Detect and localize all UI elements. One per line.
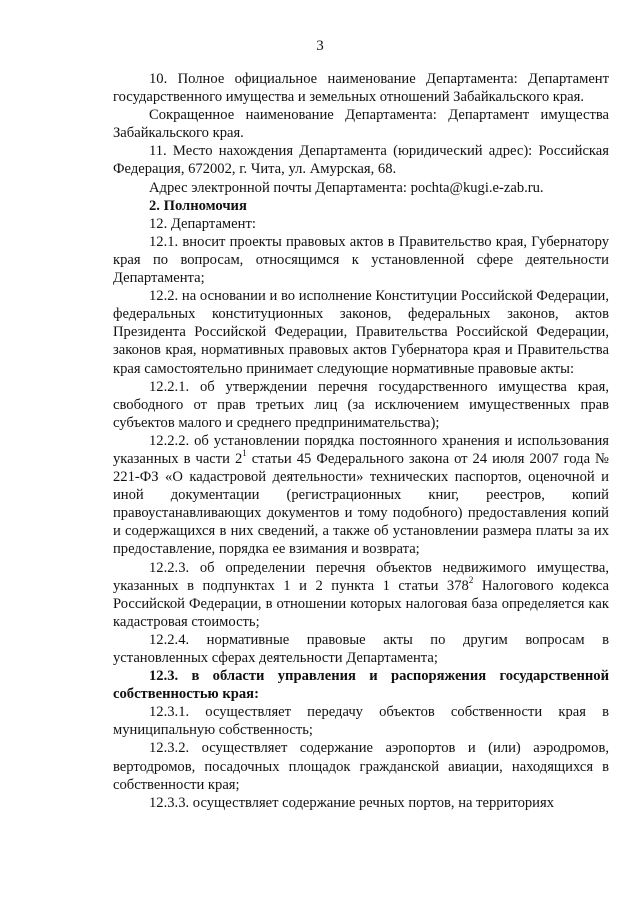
paragraph-12-2-3-part-a: 12.2.3. об определении перечня объектов недвижимого имущества, указанных в подпунктах 1 и 2 пункта 1 статьи 378 <box>113 559 609 594</box>
paragraph-12-2-2-part-b: статьи 45 Федерального закона от 24 июля 2007 года № 221-ФЗ «О кадастровой деятельности» технических паспортов, оценочной и иной документации (регистрационных книг, реестров, копий правоустанавливающих документов и тому подобного) предоставления копий и содержащихся в них сведений, а также об установлении размера платы за их предоставление, порядка ее взимания и возврата; <box>113 450 609 558</box>
paragraph-12-1: 12.1. вносит проекты правовых актов в Правительство края, Губернатору края по вопросам, относящимся к установленной сфере деятельности Департамента; <box>113 233 609 287</box>
page-number: 3 <box>316 38 324 54</box>
paragraph-12-3: 12.3. в области управления и распоряжения государственной собственностью края: <box>113 668 609 703</box>
paragraph-12-2-3-part-b: Налогового кодекса Российской Федерации, в отношении которых налоговая база определяется как кадастровая стоимость; <box>113 577 609 630</box>
paragraph-12-2-3 <box>113 559 609 631</box>
paragraph-12-3-3: 12.3.3. осуществляет содержание речных портов, на территориях <box>149 794 554 811</box>
superscript: 2 <box>468 574 474 585</box>
paragraph-short-name: Сокращенное наименование Департамента: Департамент имущества Забайкальского края. <box>113 107 609 142</box>
superscript: 1 <box>242 448 247 459</box>
paragraph-11: 11. Место нахождения Департамента (юридический адрес): Российская Федерация, 672002, г. Чита, ул. Амурская, 68. <box>113 143 609 178</box>
paragraph-12-2-2-part-a: 12.2.2. об установлении порядка постоянного хранения и использования указанных в части 2 <box>113 432 609 467</box>
paragraph-10: 10. Полное официальное наименование Департамента: Департамент государственного имущества и земельных отношений Забайкальского края. <box>113 71 609 106</box>
paragraph-email: Адрес электронной почты Департамента: pochta@kugi.e-zab.ru. <box>149 179 544 196</box>
document-body <box>113 70 609 812</box>
paragraph-12: 12. Департамент: <box>149 215 256 232</box>
paragraph-12-3-1: 12.3.1. осуществляет передачу объектов собственности края в муниципальную собственность; <box>113 704 609 739</box>
paragraph-12-2-4: 12.2.4. нормативные правовые акты по другим вопросам в установленных сферах деятельности Департамента; <box>113 631 609 666</box>
paragraph-12-2: 12.2. на основании и во исполнение Конституции Российской Федерации, федеральных конституционных законов, федеральных законов, актов Президента Российской Федерации, Правительства Российской Федерации, законов края, нормативных правовых актов Губернатора края и Правительства края самостоятельно принимает следующие нормативные правовые акты: <box>113 288 609 377</box>
section-heading: 2. Полномочия <box>149 197 247 214</box>
paragraph-12-2-2 <box>113 432 609 559</box>
paragraph-12-3-2: 12.3.2. осуществляет содержание аэропортов и (или) аэродромов, вертодромов, посадочных площадок гражданской авиации, находящихся в собственности края; <box>113 740 609 793</box>
paragraph-12-2-1: 12.2.1. об утверждении перечня государственного имущества края, свободного от прав третьих лиц (за исключением имущественных прав субъектов малого и среднего предпринимательства); <box>113 378 609 431</box>
